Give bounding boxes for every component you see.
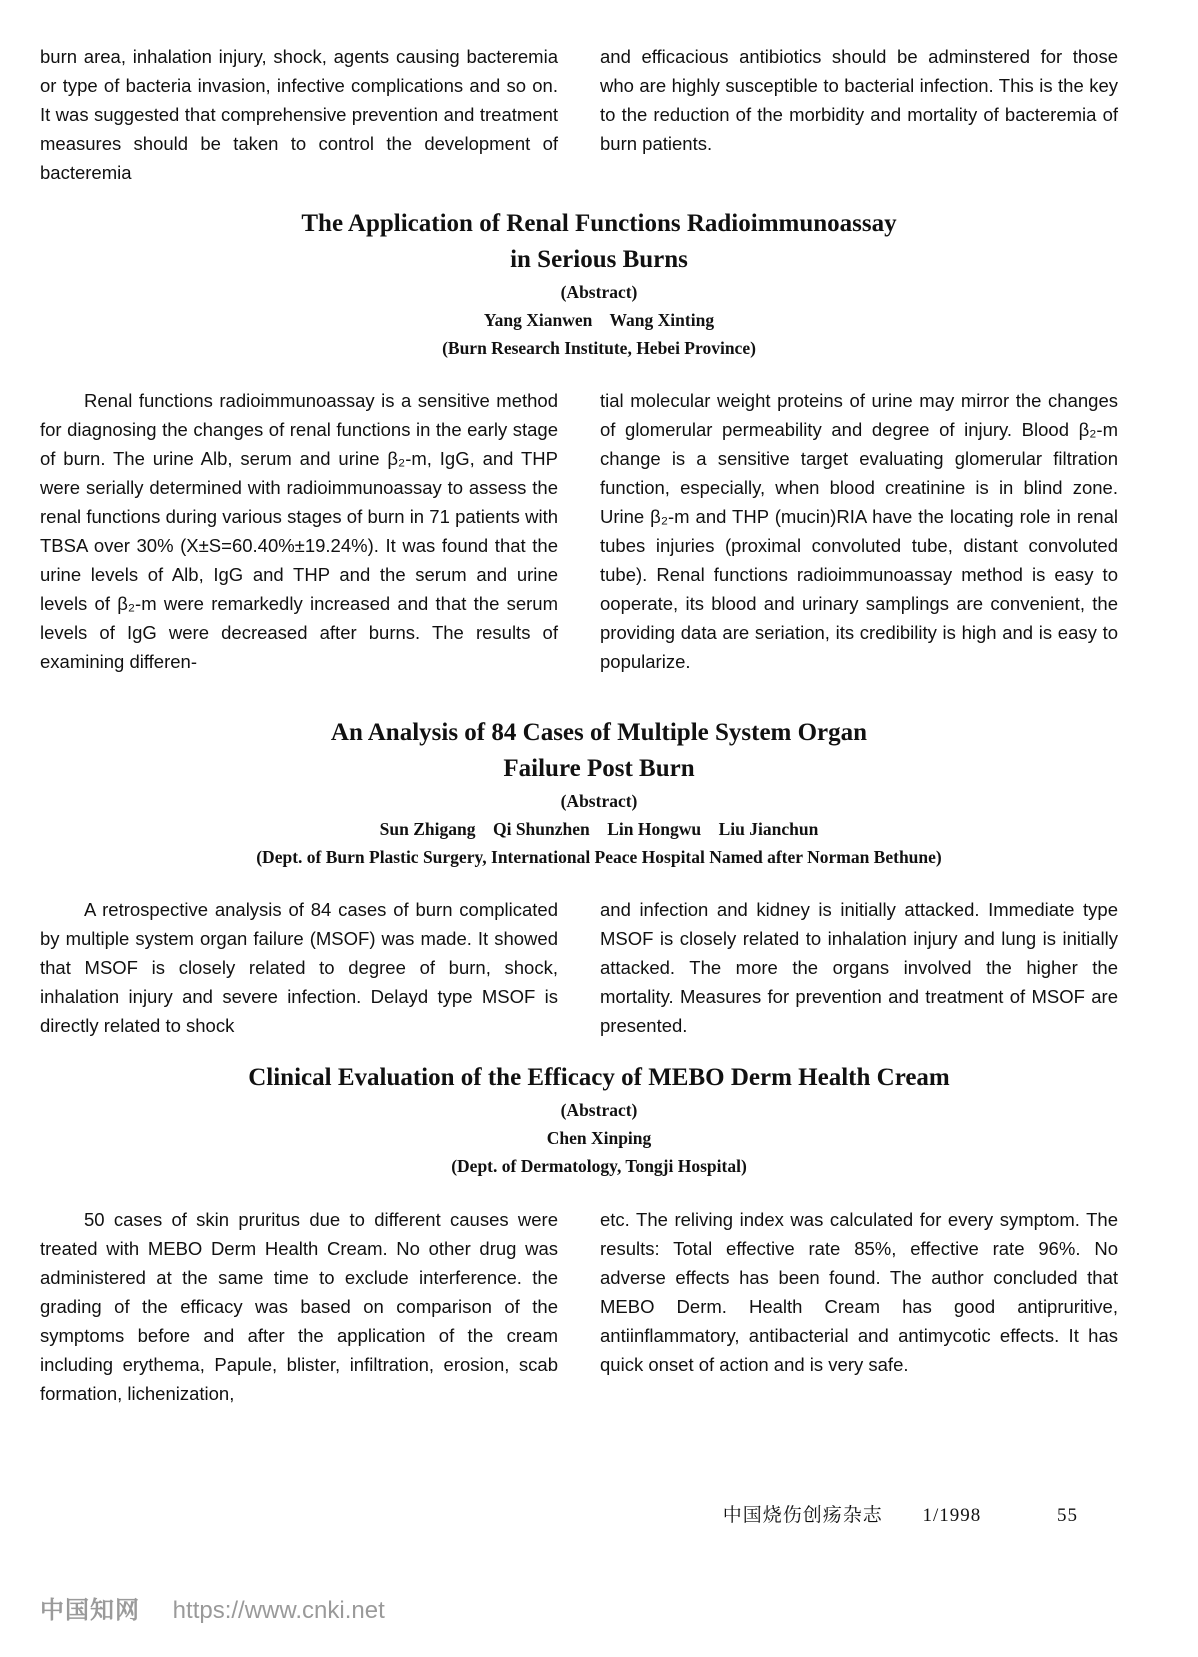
issue-number: 1/1998 xyxy=(922,1505,982,1526)
abstract-tag: (Abstract) xyxy=(560,282,638,302)
article-header xyxy=(0,1060,1198,1180)
article-body xyxy=(40,895,1118,1040)
paragraph: and efficacious antibiotics should be adminstered for those who are highly susceptible to bacterial infection. This is the key to the reduction of the morbidity and mortality of bacteremia of burn patients. xyxy=(600,46,1118,154)
page-number: 55 xyxy=(1057,1505,1078,1526)
left-column xyxy=(40,895,558,1040)
abstract-tag: (Abstract) xyxy=(560,791,638,811)
left-column xyxy=(40,386,558,676)
paragraph: etc. The reliving index was calculated for every symptom. The results: Total effective rate 85%, effective rate 96%. No adverse effects has been found. The author concluded that MEBO Derm. Health Cream has good antipruritive, antiinflammatory, antibacterial and antimycotic effects. It has quick onset of action and is very safe. xyxy=(600,1209,1118,1375)
affiliation: (Dept. of Burn Plastic Surgery, International Peace Hospital Named after Norman Bethune) xyxy=(256,847,942,867)
right-column xyxy=(600,895,1118,1040)
right-column xyxy=(600,1205,1118,1408)
paragraph: 50 cases of skin pruritus due to different causes were treated with MEBO Derm Health Cream. No other drug was administered at the same time to exclude interference. the grading of the efficacy was based on comparison of the symptoms before and after the application of the cream including erythema, Papule, blister, infiltration, erosion, scab formation, lichenization, xyxy=(40,1209,558,1404)
page-footer xyxy=(723,1500,1078,1527)
paragraph: burn area, inhalation injury, shock, agents causing bacteremia or type of bacteria invasion, infective complications and so on. It was suggested that comprehensive prevention and treatment measures should be taken to control the development of bacteremia xyxy=(40,46,558,183)
paragraph: A retrospective analysis of 84 cases of burn complicated by multiple system organ failure (MSOF) was made. It showed that MSOF is closely related to degree of burn, shock, inhalation injury and severe infection. Delayd type MSOF is directly related to shock xyxy=(40,899,558,1036)
paragraph: tial molecular weight proteins of urine may mirror the changes of glomerular permeability and degree of injury. Blood β₂-m change is a sensitive target evaluating glomerular filtration function, especially, when blood creatinine is in blind zone. Urine β₂-m and THP (mucin)RIA have the locating role in renal tubes injuries (proximal convoluted tube, distant convoluted tube). Renal functions radioimmunoassay method is easy to ooperate, its blood and urinary samplings are convenient, the providing data are seriation, its credibility is high and is easy to popularize. xyxy=(600,390,1118,672)
authors: Sun Zhigang Qi Shunzhen Lin Hongwu Liu Jianchun xyxy=(379,819,819,839)
cnki-logo: 中国知网 xyxy=(40,1597,140,1624)
article-body xyxy=(40,386,1118,676)
left-column xyxy=(40,1205,558,1408)
article-title-line: An Analysis of 84 Cases of Multiple System Organ xyxy=(330,719,868,746)
left-column xyxy=(40,42,558,187)
right-column xyxy=(600,386,1118,676)
cnki-watermark xyxy=(40,1590,385,1625)
article-title-line: in Serious Burns xyxy=(510,246,688,273)
authors: Yang Xianwen Wang Xinting xyxy=(483,310,715,330)
article-header xyxy=(0,206,1198,362)
affiliation: (Burn Research Institute, Hebei Province) xyxy=(442,338,756,358)
paragraph: Renal functions radioimmunoassay is a sensitive method for diagnosing the changes of renal functions in the early stage of burn. The urine Alb, serum and urine β₂-m, IgG, and THP were serially determined with radioimmunoassay to assess the renal functions during various stages of burn in 71 patients with TBSA over 30% (X±S=60.40%±19.24%). It was found that the urine levels of Alb, IgG and THP and the serum and urine levels of β₂-m were remarkedly increased and that the serum levels of IgG were decreased after burns. The results of examining differen- xyxy=(40,390,558,672)
journal-name: 中国烧伤创疡杂志 xyxy=(722,1505,883,1526)
right-column xyxy=(600,42,1118,187)
continuation-text xyxy=(40,42,1118,187)
article-title-line: Clinical Evaluation of the Efficacy of MEBO Derm Health Cream xyxy=(248,1064,950,1091)
affiliation: (Dept. of Dermatology, Tongji Hospital) xyxy=(451,1156,747,1176)
abstract-tag: (Abstract) xyxy=(560,1100,638,1120)
watermark-url[interactable]: https://www.cnki.net xyxy=(172,1597,385,1624)
article-body xyxy=(40,1205,1118,1408)
authors: Chen Xinping xyxy=(546,1128,652,1148)
article-title-line: Failure Post Burn xyxy=(503,755,695,782)
paragraph: and infection and kidney is initially attacked. Immediate type MSOF is closely related to inhalation injury and lung is initially attacked. The more the organs involved the higher the mortality. Measures for prevention and treatment of MSOF are presented. xyxy=(600,899,1118,1036)
article-title-line: The Application of Renal Functions Radioimmunoassay xyxy=(301,210,897,237)
article-header xyxy=(0,715,1198,871)
